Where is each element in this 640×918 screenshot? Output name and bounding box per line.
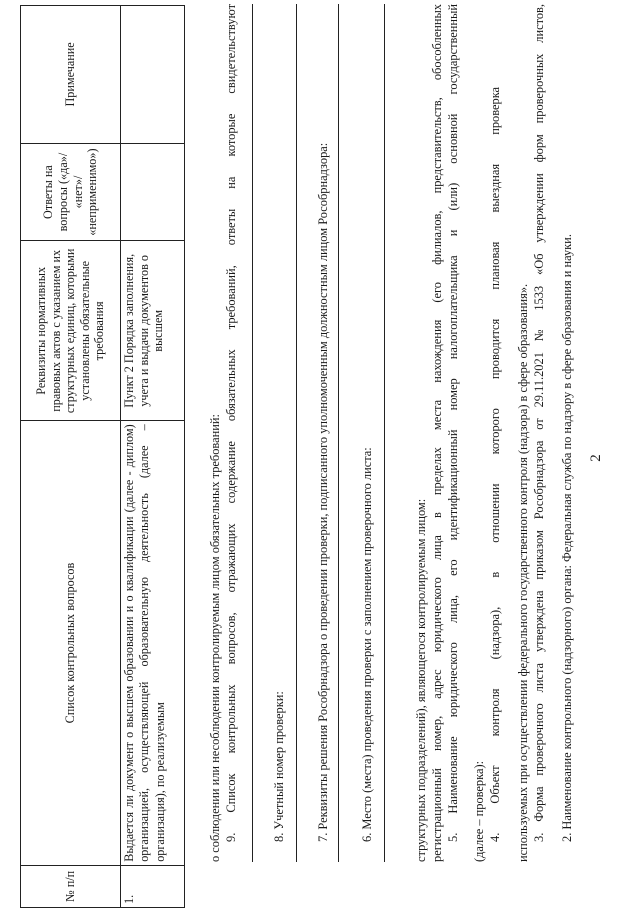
item-5-legal-entity-line2: регистрационный номер, адрес юридического лица в пределах места нахождения (его филиалов, представительств, обособленных: [430, 4, 444, 862]
checklist-table-grid: [20, 5, 185, 908]
item-4-control-object-line1: 4. Объект контроля (надзора), в отношении которого проводится плановая выездная проверка: [488, 86, 502, 842]
header-number: № п/п: [21, 865, 121, 907]
item-2-control-body: 2. Наименование контрольного (надзорного) органа: Федеральная служба по надзору в сфере образования и науки.: [560, 234, 574, 842]
row-number: 1.: [121, 865, 185, 907]
item-6-inspection-place: 6. Место (места) проведения проверки с заполнением проверочного листа:: [360, 447, 374, 842]
header-questions: Список контрольных вопросов: [21, 421, 121, 865]
table-header-row: [21, 6, 121, 908]
item-5-legal-entity-line1: 5. Наименование юридического лица, его идентификационный номер налогоплательщика и (или) основной государственный: [446, 4, 460, 842]
table-row: [121, 6, 185, 908]
item-9-checklist-intro-line1: 9. Список контрольных вопросов, отражающих содержание обязательных требований, ответы на которые свидетельствуют: [224, 4, 238, 842]
checklist-table-wrapper: [20, 5, 188, 908]
row-note-cell[interactable]: [121, 6, 185, 144]
fill-in-line-item-5[interactable]: [384, 4, 385, 862]
row-question: Выдается ли документ о высшем образовании и о квалификации (далее - диплом) организацией, осуществляющей образовательную деятельность (далее – организация), по реализуемым: [121, 421, 185, 865]
item-4-control-object-line2: (далее – проверка):: [472, 760, 486, 862]
item-8-inspection-number: 8. Учетный номер проверки:: [272, 691, 286, 842]
row-requisites: Пункт 2 Порядка заполнения, учета и выдачи документов о высшем: [121, 241, 185, 421]
header-requisites: Реквизиты нормативных правовых актов с указанием их структурных единиц, которыми установлены обязательные требования: [21, 241, 121, 421]
fill-in-line-item-7[interactable]: [296, 4, 297, 862]
item-3-form-approval-line1: 3. Форма проверочного листа утверждена приказом Рособрнадзора от 29.11.2021 № 1533 «Об утверждении форм проверочных листов,: [532, 4, 546, 842]
item-5-legal-entity-line3: структурных подразделений), являющегося контролируемым лицом:: [414, 498, 428, 862]
item-7-decision-requisites: 7. Реквизиты решения Рособрнадзора о проведении проверки, подписанного уполномоченным должностным лицом Рособрнадзора:: [316, 142, 330, 842]
header-note: Примечание: [21, 6, 121, 144]
fill-in-line-item-6[interactable]: [338, 4, 339, 862]
item-3-form-approval-line2: используемых при осуществлении федерального государственного контроля (надзора) в сфере образования».: [516, 283, 530, 862]
page-number: 2: [588, 454, 604, 462]
fill-in-line-item-8[interactable]: [252, 4, 253, 862]
item-9-checklist-intro-line2: о соблюдении или несоблюдении контролируемым лицом обязательных требований:: [208, 414, 222, 862]
row-answer-cell[interactable]: [121, 143, 185, 241]
header-answers: Ответы на вопросы («да»/ «нет»/ «неприменимо»): [21, 143, 121, 241]
